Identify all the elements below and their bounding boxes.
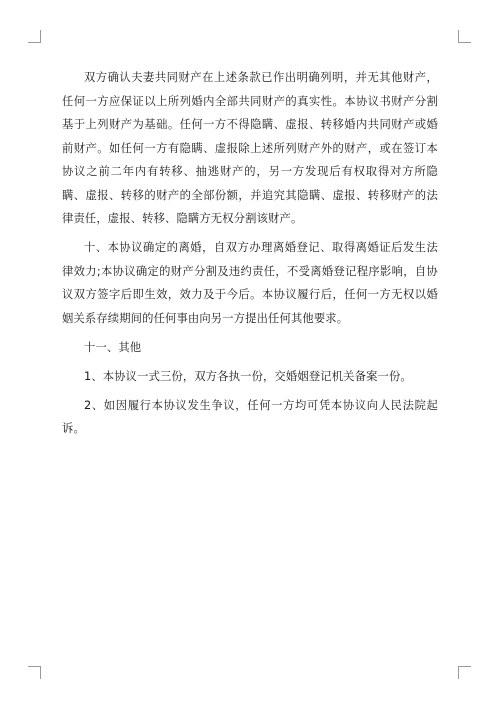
crop-mark-top-left [28,30,41,43]
crop-mark-top-right [458,30,471,43]
document-body [62,66,438,446]
paragraph-item-one: 1、本协议一式三份，双方各执一份，交婚姻登记机关备案一份。 [84,369,412,383]
paragraph-property-declaration: 双方确认夫妻共同财产在上述条款已作出明确列明，并无其他财产，任何一方应保证以上所列婚内全部共同财产的真实性。本协议书财产分割基于上列财产为基础。任何一方不得隐瞒、虚报、转移婚内共同财产或婚前财产。如任何一方有隐瞒、虚报除上述所列财产外的财产，或在签订本协议之前二年内有转移、抽逃财产的，另一方发现后有权取得对方所隐瞒、虚报、转移的财产的全部份额，并追究其隐瞒、虚报、转移财产的法律责任，虚报、转移、隐瞒方无权分割该财产。 [62,71,438,225]
crop-mark-bottom-right [458,666,471,679]
paragraph-item-two: 2、如因履行本协议发生争议，任何一方均可凭本协议向人民法院起诉。 [62,398,438,435]
heading-clause-eleven: 十一、其他 [84,340,142,354]
crop-mark-bottom-left [28,666,41,679]
paragraph-clause-ten: 十、本协议确定的离婚，自双方办理离婚登记、取得离婚证后发生法律效力;本协议确定的财产分割及违约责任，不受离婚登记程序影响，自协议双方签字后即生效，效力及于今后。本协议履行后，任何一方无权以婚姻关系存续期间的任何事由向另一方提出任何其他要求。 [62,241,438,325]
